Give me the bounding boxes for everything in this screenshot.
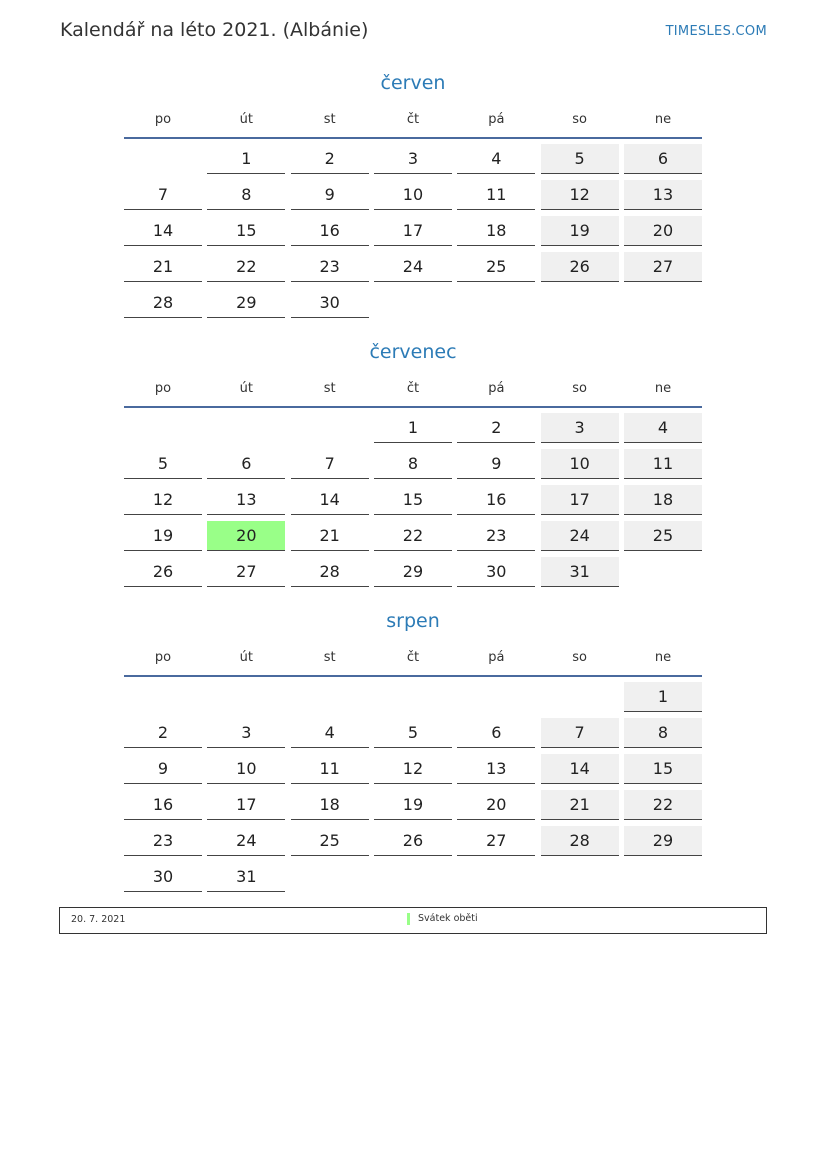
day-cell: 10 bbox=[541, 449, 619, 479]
day-cell: 4 bbox=[457, 144, 535, 174]
day-cell: 5 bbox=[124, 449, 202, 479]
day-cell: 24 bbox=[374, 252, 452, 282]
day-cell: 31 bbox=[541, 557, 619, 587]
day-cell: 7 bbox=[291, 449, 369, 479]
day-cell: 11 bbox=[457, 180, 535, 210]
page-title: Kalendář na léto 2021. (Albánie) bbox=[60, 19, 369, 41]
holiday-day-cell: 20 bbox=[207, 521, 285, 551]
day-cell: 8 bbox=[207, 180, 285, 210]
day-cell: 19 bbox=[124, 521, 202, 551]
day-cell: 24 bbox=[207, 826, 285, 856]
day-cell: 13 bbox=[624, 180, 702, 210]
day-cell: 4 bbox=[624, 413, 702, 443]
day-cell: 23 bbox=[291, 252, 369, 282]
empty-cell bbox=[207, 413, 285, 443]
weekday-label: st bbox=[323, 380, 336, 396]
day-cell: 28 bbox=[124, 288, 202, 318]
weekday-header bbox=[124, 104, 702, 139]
month-block bbox=[124, 68, 702, 318]
month-name: červen bbox=[380, 72, 446, 94]
weekday-label: po bbox=[154, 111, 172, 127]
empty-cell bbox=[124, 682, 202, 712]
day-cell: 12 bbox=[124, 485, 202, 515]
weekday-label: út bbox=[239, 649, 253, 665]
month-name: srpen bbox=[386, 610, 440, 632]
day-cell: 16 bbox=[291, 216, 369, 246]
weekday-label: čt bbox=[406, 649, 420, 665]
day-cell: 21 bbox=[124, 252, 202, 282]
day-cell: 15 bbox=[624, 754, 702, 784]
day-cell: 18 bbox=[624, 485, 702, 515]
weekday-label: pá bbox=[488, 649, 505, 665]
weekday-label: so bbox=[572, 649, 587, 665]
day-cell: 27 bbox=[624, 252, 702, 282]
day-cell: 30 bbox=[457, 557, 535, 587]
month-name: červenec bbox=[369, 341, 457, 363]
day-cell: 26 bbox=[541, 252, 619, 282]
empty-cell bbox=[291, 413, 369, 443]
day-cell: 22 bbox=[624, 790, 702, 820]
day-cell: 22 bbox=[374, 521, 452, 551]
day-cell: 8 bbox=[374, 449, 452, 479]
day-cell: 14 bbox=[124, 216, 202, 246]
day-cell: 10 bbox=[374, 180, 452, 210]
day-cell: 25 bbox=[457, 252, 535, 282]
day-cell: 16 bbox=[124, 790, 202, 820]
day-cell: 15 bbox=[374, 485, 452, 515]
day-cell: 4 bbox=[291, 718, 369, 748]
weekday-header bbox=[124, 373, 702, 408]
day-cell: 31 bbox=[207, 862, 285, 892]
weekday-label: po bbox=[154, 380, 172, 396]
day-cell: 15 bbox=[207, 216, 285, 246]
day-grid bbox=[124, 144, 702, 318]
empty-cell bbox=[124, 413, 202, 443]
day-cell: 18 bbox=[291, 790, 369, 820]
day-cell: 2 bbox=[291, 144, 369, 174]
day-cell: 26 bbox=[124, 557, 202, 587]
weekday-label: út bbox=[239, 111, 253, 127]
day-cell: 3 bbox=[541, 413, 619, 443]
day-cell: 16 bbox=[457, 485, 535, 515]
day-cell: 5 bbox=[541, 144, 619, 174]
legend-date: 20. 7. 2021 bbox=[71, 914, 126, 925]
day-grid bbox=[124, 413, 702, 587]
day-cell: 11 bbox=[291, 754, 369, 784]
day-cell: 22 bbox=[207, 252, 285, 282]
day-cell: 3 bbox=[207, 718, 285, 748]
day-cell: 18 bbox=[457, 216, 535, 246]
weekday-label: pá bbox=[488, 111, 505, 127]
brand-link[interactable]: TIMESLES.COM bbox=[665, 24, 767, 39]
legend-holiday-label: Svátek oběti bbox=[407, 913, 478, 925]
weekday-label: st bbox=[323, 649, 336, 665]
day-cell: 7 bbox=[541, 718, 619, 748]
day-cell: 30 bbox=[291, 288, 369, 318]
day-cell: 13 bbox=[207, 485, 285, 515]
day-cell: 12 bbox=[541, 180, 619, 210]
weekday-label: út bbox=[239, 380, 253, 396]
day-cell: 14 bbox=[541, 754, 619, 784]
day-cell: 1 bbox=[624, 682, 702, 712]
day-cell: 28 bbox=[291, 557, 369, 587]
weekday-label: so bbox=[572, 111, 587, 127]
day-cell: 8 bbox=[624, 718, 702, 748]
day-cell: 25 bbox=[624, 521, 702, 551]
day-cell: 17 bbox=[374, 216, 452, 246]
day-cell: 13 bbox=[457, 754, 535, 784]
day-cell: 9 bbox=[291, 180, 369, 210]
day-grid bbox=[124, 682, 702, 892]
day-cell: 28 bbox=[541, 826, 619, 856]
day-cell: 3 bbox=[374, 144, 452, 174]
day-cell: 1 bbox=[374, 413, 452, 443]
empty-cell bbox=[457, 682, 535, 712]
day-cell: 21 bbox=[541, 790, 619, 820]
day-cell: 30 bbox=[124, 862, 202, 892]
day-cell: 23 bbox=[124, 826, 202, 856]
day-cell: 5 bbox=[374, 718, 452, 748]
day-cell: 6 bbox=[624, 144, 702, 174]
weekday-label: ne bbox=[654, 380, 672, 396]
day-cell: 10 bbox=[207, 754, 285, 784]
day-cell: 6 bbox=[457, 718, 535, 748]
weekday-label: čt bbox=[406, 380, 420, 396]
day-cell: 27 bbox=[457, 826, 535, 856]
day-cell: 23 bbox=[457, 521, 535, 551]
day-cell: 11 bbox=[624, 449, 702, 479]
day-cell: 25 bbox=[291, 826, 369, 856]
day-cell: 12 bbox=[374, 754, 452, 784]
day-cell: 17 bbox=[541, 485, 619, 515]
day-cell: 19 bbox=[374, 790, 452, 820]
day-cell: 1 bbox=[207, 144, 285, 174]
weekday-label: pá bbox=[488, 380, 505, 396]
weekday-label: po bbox=[154, 649, 172, 665]
day-cell: 2 bbox=[457, 413, 535, 443]
empty-cell bbox=[374, 682, 452, 712]
empty-cell bbox=[541, 682, 619, 712]
holiday-legend bbox=[59, 907, 767, 934]
day-cell: 20 bbox=[624, 216, 702, 246]
weekday-label: st bbox=[323, 111, 336, 127]
month-block bbox=[124, 337, 702, 587]
empty-cell bbox=[124, 144, 202, 174]
day-cell: 20 bbox=[457, 790, 535, 820]
empty-cell bbox=[207, 682, 285, 712]
day-cell: 19 bbox=[541, 216, 619, 246]
weekday-label: so bbox=[572, 380, 587, 396]
weekday-label: ne bbox=[654, 649, 672, 665]
day-cell: 9 bbox=[457, 449, 535, 479]
day-cell: 29 bbox=[374, 557, 452, 587]
day-cell: 9 bbox=[124, 754, 202, 784]
weekday-label: čt bbox=[406, 111, 420, 127]
day-cell: 27 bbox=[207, 557, 285, 587]
day-cell: 7 bbox=[124, 180, 202, 210]
day-cell: 14 bbox=[291, 485, 369, 515]
day-cell: 24 bbox=[541, 521, 619, 551]
weekday-header bbox=[124, 642, 702, 677]
day-cell: 29 bbox=[207, 288, 285, 318]
empty-cell bbox=[291, 682, 369, 712]
day-cell: 2 bbox=[124, 718, 202, 748]
day-cell: 26 bbox=[374, 826, 452, 856]
day-cell: 6 bbox=[207, 449, 285, 479]
day-cell: 29 bbox=[624, 826, 702, 856]
month-block bbox=[124, 606, 702, 892]
weekday-label: ne bbox=[654, 111, 672, 127]
day-cell: 21 bbox=[291, 521, 369, 551]
day-cell: 17 bbox=[207, 790, 285, 820]
